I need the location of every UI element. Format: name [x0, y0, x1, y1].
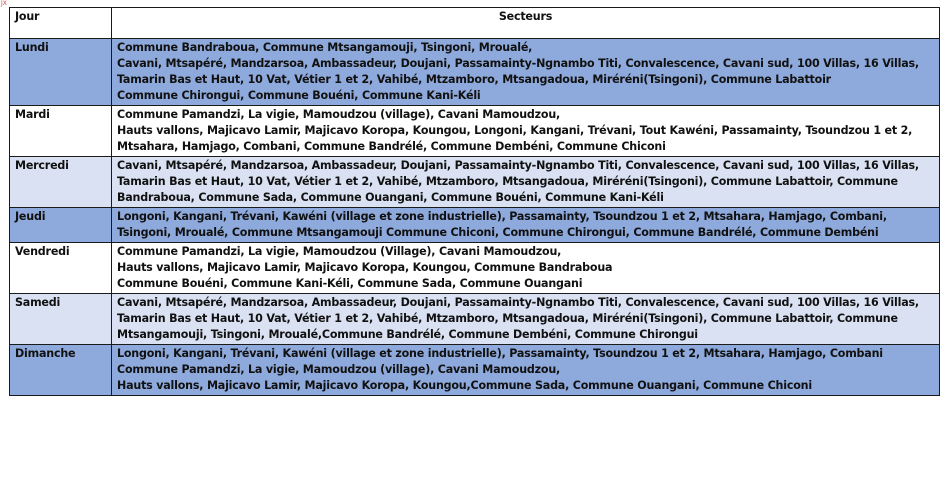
sectors-cell [112, 294, 940, 345]
schedule-table [9, 7, 940, 396]
sectors-cell [112, 208, 940, 243]
table-row [10, 39, 940, 106]
table-row [10, 157, 940, 208]
table-row [10, 294, 940, 345]
day-cell: Lundi [10, 39, 112, 106]
sector-line: Mtsangamouji, Tsingoni, Mroualé,Commune Bandrélé, Commune Dembéni, Commune Chirongui [117, 328, 698, 341]
day-cell: Mercredi [10, 157, 112, 208]
sectors-cell [112, 157, 940, 208]
sector-line: Longoni, Kangani, Trévani, Kawéni (village et zone industrielle), Passamainty, Tsoundzou 1 et 2, Mtsahara, Hamjago, Combani, [117, 210, 887, 223]
sectors-cell [112, 243, 940, 294]
header-row [10, 8, 940, 39]
sectors-cell [112, 106, 940, 157]
sector-line: Commune Bouéni, Commune Kani-Kéli, Commune Sada, Commune Ouangani [117, 277, 583, 290]
day-cell: Vendredi [10, 243, 112, 294]
day-cell: Jeudi [10, 208, 112, 243]
sector-line: Cavani, Mtsapéré, Mandzarsoa, Ambassadeur, Doujani, Passamainty-Ngnambo Titi, Convalescence, Cavani sud, 100 Villas, 16 Villas, [117, 296, 919, 309]
sector-line: Commune Pamandzi, La vigie, Mamoudzou (village), Cavani Mamoudzou, [117, 108, 561, 121]
sector-line: Tamarin Bas et Haut, 10 Vat, Vétier 1 et 2, Vahibé, Mtzamboro, Mtsangadoua, Miréréni(Tsingoni), Commune Labattoir [117, 73, 831, 86]
sector-line: Cavani, Mtsapéré, Mandzarsoa, Ambassadeur, Doujani, Passamainty-Ngnambo Titi, Convalescence, Cavani sud, 100 Villas, 16 Villas, [117, 57, 919, 70]
sector-line: Hauts vallons, Majicavo Lamir, Majicavo Koropa, Koungou, Longoni, Kangani, Trévani, Tout Kawéni, Passamainty, Tsoundzou 1 et 2, [117, 124, 913, 137]
sector-line: Hauts vallons, Majicavo Lamir, Majicavo Koropa, Koungou, Commune Bandraboua [117, 261, 613, 274]
sector-line: Longoni, Kangani, Trévani, Kawéni (village et zone industrielle), Passamainty, Tsoundzou 1 et 2, Mtsahara, Hamjago, Combani [117, 347, 883, 360]
day-cell: Mardi [10, 106, 112, 157]
sector-line: Mtsahara, Hamjago, Combani, Commune Bandrélé, Commune Dembéni, Commune Chiconi [117, 140, 666, 153]
header-sectors: Secteurs [112, 8, 940, 39]
table-row [10, 345, 940, 396]
sector-line: Commune Bandraboua, Commune Mtsangamouji, Tsingoni, Mroualé, [117, 41, 533, 54]
sector-line: Hauts vallons, Majicavo Lamir, Majicavo Koropa, Koungou,Commune Sada, Commune Ouangani, Commune Chiconi [117, 379, 812, 392]
table-row [10, 208, 940, 243]
corner-mark: JX [1, 0, 7, 7]
sector-line: Commune Pamandzi, La vigie, Mamoudzou (village), Cavani Mamoudzou, [117, 363, 561, 376]
sector-line: Commune Pamandzi, La vigie, Mamoudzou (Village), Cavani Mamoudzou, [117, 245, 562, 258]
sector-line: Bandraboua, Commune Sada, Commune Ouangani, Commune Bouéni, Commune Kani-Kéli [117, 191, 664, 204]
day-cell: Dimanche [10, 345, 112, 396]
sector-line: Cavani, Mtsapéré, Mandzarsoa, Ambassadeur, Doujani, Passamainty-Ngnambo Titi, Convalescence, Cavani sud, 100 Villas, 16 Villas, [117, 159, 919, 172]
sectors-cell [112, 39, 940, 106]
sector-line: Tsingoni, Mroualé, Commune Mtsangamouji Commune Chiconi, Commune Chirongui, Commune Bandrélé, Commune Dembéni [117, 226, 879, 239]
sector-line: Tamarin Bas et Haut, 10 Vat, Vétier 1 et 2, Vahibé, Mtzamboro, Mtsangadoua, Miréréni(Tsingoni), Commune Labattoir, Commune [117, 312, 898, 325]
table-row [10, 106, 940, 157]
table-row [10, 243, 940, 294]
header-day: Jour [10, 8, 112, 39]
sector-line: Commune Chirongui, Commune Bouéni, Commune Kani-Kéli [117, 89, 481, 102]
sector-line: Tamarin Bas et Haut, 10 Vat, Vétier 1 et 2, Vahibé, Mtzamboro, Mtsangadoua, Miréréni(Tsingoni), Commune Labattoir, Commune [117, 175, 898, 188]
sectors-cell [112, 345, 940, 396]
day-cell: Samedi [10, 294, 112, 345]
